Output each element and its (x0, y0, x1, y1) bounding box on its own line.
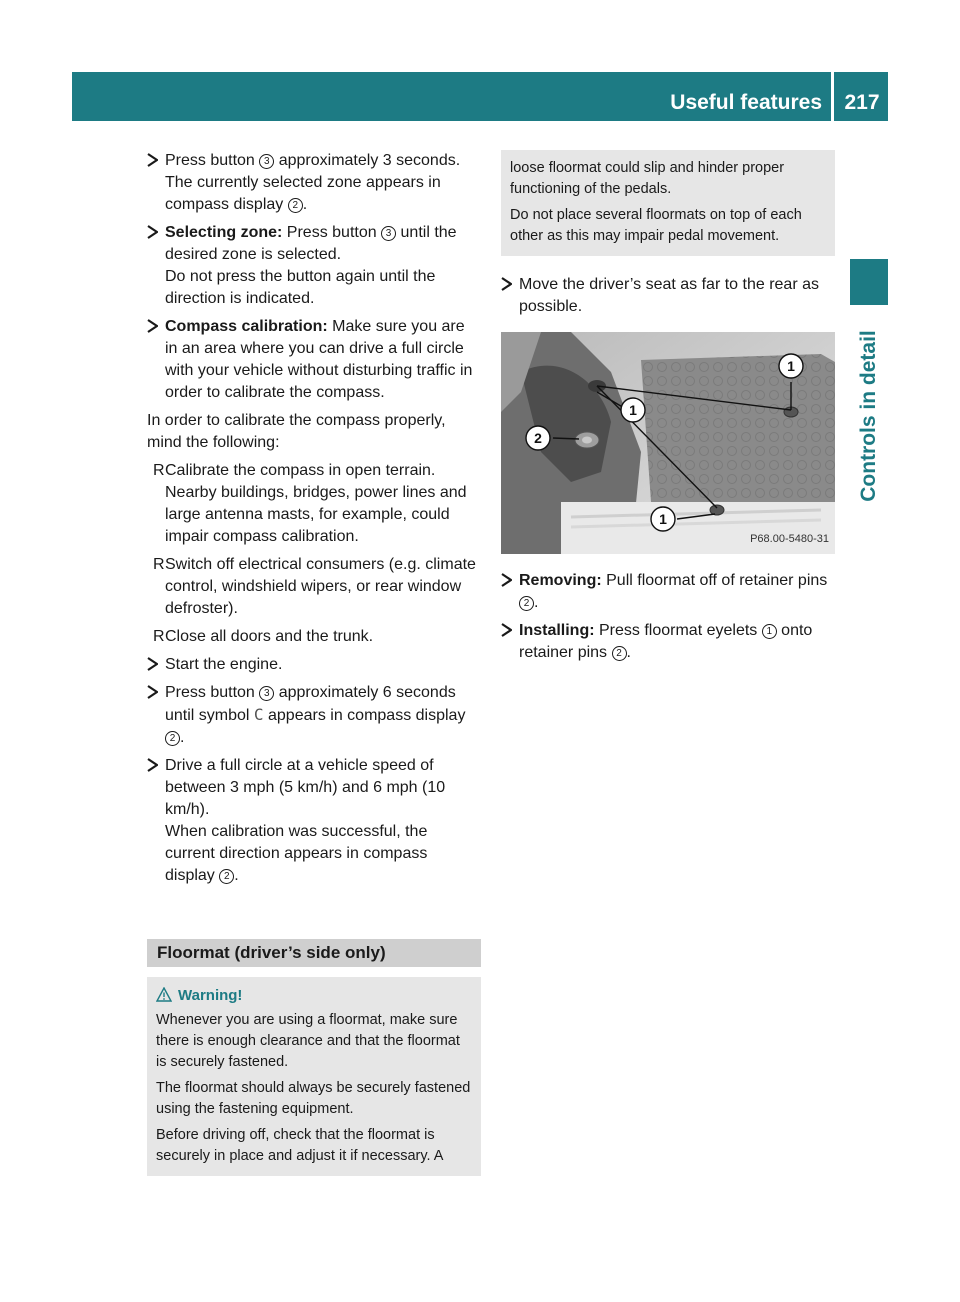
step-arrow-icon (147, 319, 158, 333)
page-title: Useful features (670, 91, 822, 114)
bullet-symbol: R (153, 628, 165, 645)
step-arrow-icon (147, 758, 158, 772)
bullet-symbol: R (153, 556, 165, 573)
compass-symbol: C (253, 705, 264, 724)
callout-number: 3 (259, 686, 274, 701)
warning-box-continued (501, 150, 835, 256)
floormat-illustration (501, 332, 835, 554)
callout-number: 2 (288, 198, 303, 213)
step-press-button-6s: Press button 3 approximately 6 seconds until symbol C appears in compass display 2 . (147, 682, 481, 749)
step-selecting-zone: Selecting zone: Press button 3 until the desired zone is selected. Do not press the button again until the direction is indicated. (147, 222, 481, 310)
callout-number: 2 (519, 596, 534, 611)
step-arrow-icon (147, 685, 158, 699)
step-arrow-icon (147, 153, 158, 167)
callout-number: 3 (259, 154, 274, 169)
warning-paragraph: Before driving off, check that the floormat is securely in place and adjust it if necessary. A (156, 1127, 444, 1164)
step-compass-calibration: Compass calibration: Make sure you are in an area where you can drive a full circle with your vehicle without disturbing traffic in order to calibrate the compass. (147, 316, 481, 404)
callout-number: 1 (762, 624, 777, 639)
warning-title: Warning! (156, 985, 472, 1006)
step-arrow-icon (501, 573, 512, 587)
right-column (501, 150, 835, 670)
figure-callout: 1 (629, 402, 637, 418)
side-tab-marker (850, 259, 888, 305)
step-installing: Installing: Press floormat eyelets 1 onto retainer pins 2 . (501, 620, 835, 664)
floormat-figure (501, 332, 835, 554)
bullet-item: R Switch off electrical consumers (e.g. climate control, windshield wipers, or rear window defroster). (153, 556, 476, 617)
step-drive-circle: Drive a full circle at a vehicle speed of between 3 mph (5 km/h) and 6 mph (10 km/h). When calibration was successful, the current direction appears in compass display 2 . (147, 755, 481, 887)
step-start-engine: Start the engine. (147, 654, 481, 676)
figure-code: P68.00-5480-31 (750, 533, 829, 545)
warning-paragraph: Do not place several floormats on top of each other as this may impair pedal movement. (510, 207, 802, 244)
figure-callout: 2 (534, 430, 542, 446)
left-column (147, 150, 481, 1176)
warning-paragraph: loose floormat could slip and hinder proper functioning of the pedals. (510, 160, 785, 197)
bullet-item: R Close all doors and the trunk. (147, 626, 481, 648)
callout-number: 2 (165, 731, 180, 746)
callout-number: 3 (381, 226, 396, 241)
warning-triangle-icon (156, 987, 172, 1002)
header-divider (831, 72, 834, 121)
warning-paragraph: Whenever you are using a floormat, make sure there is enough clearance and that the floormat is securely fastened. (156, 1012, 460, 1070)
figure-callout: 1 (659, 511, 667, 527)
bullet-symbol: R (153, 462, 165, 479)
step-arrow-icon (147, 225, 158, 239)
warning-paragraph: The floormat should always be securely fastened using the fastening equipment. (156, 1080, 471, 1117)
page-number: 217 (844, 91, 880, 114)
warning-box (147, 977, 481, 1176)
step-press-button-3s: Press button 3 approximately 3 seconds. The currently selected zone appears in compass display 2 . (147, 150, 481, 216)
calibration-intro: In order to calibrate the compass properly, mind the following: (147, 412, 446, 451)
callout-number: 2 (219, 869, 234, 884)
step-arrow-icon (147, 657, 158, 671)
step-arrow-icon (501, 623, 512, 637)
bullet-item: R Calibrate the compass in open terrain. Nearby buildings, bridges, power lines and large antenna masts, for example, could impair compass calibration. (153, 462, 467, 545)
step-move-seat: Move the driver’s seat as far to the rear as possible. (501, 274, 835, 318)
step-arrow-icon (501, 277, 512, 291)
figure-callout: 1 (787, 358, 795, 374)
section-heading-floormat: Floormat (driver’s side only) (147, 939, 481, 967)
callout-number: 2 (612, 646, 627, 661)
step-removing: Removing: Pull floormat off of retainer pins 2 . (501, 570, 835, 614)
side-tab-label: Controls in detail (857, 330, 880, 502)
